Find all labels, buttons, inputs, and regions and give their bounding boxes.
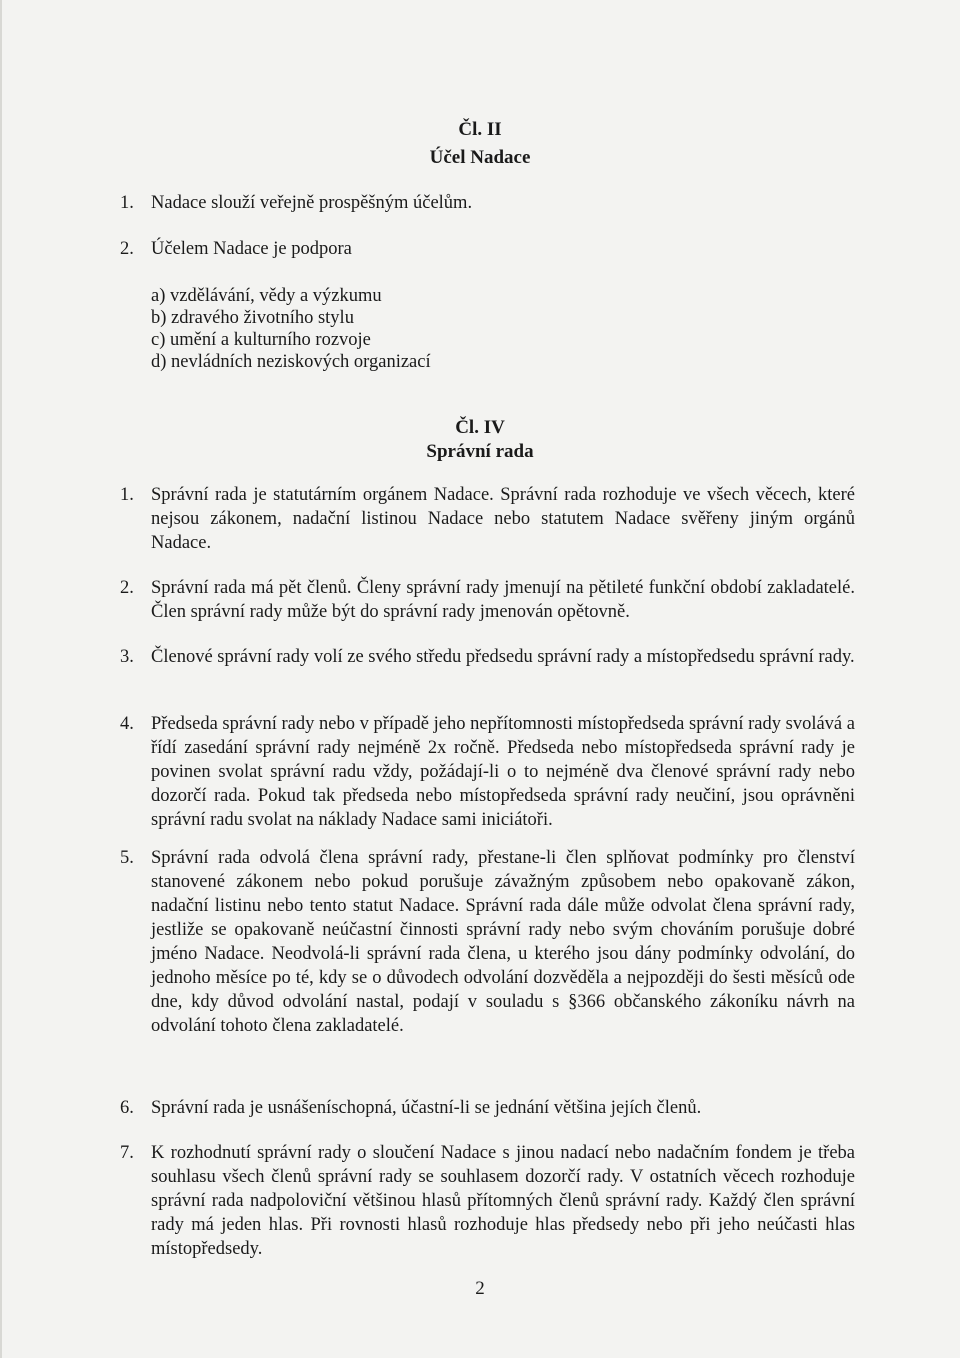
ucel-subitem-c: c) umění a kulturního rozvoje [151, 330, 371, 350]
ucel-item-2-number: 2. [120, 239, 134, 259]
ucel-item-1: Nadace slouží veřejně prospěšným účelům. [151, 193, 473, 213]
rada-item-6: 6. Správní rada je usnášeníschopná, účastní-li se jednání většina jejích členů. [120, 1098, 702, 1118]
ucel-subitem-b: b) zdravého životního stylu [151, 308, 354, 328]
section-title-rada: Správní rada [426, 441, 534, 462]
ucel-subitem-a: a) vzdělávání, vědy a výzkumu [151, 286, 382, 306]
section-number-ucel: Čl. II [458, 119, 502, 140]
section-title-ucel: Účel Nadace [429, 147, 531, 168]
rada-item-4: 4. Předseda správní rady nebo v případě jeho nepřítomnosti místopředseda správní rady svolává a řídí zasedání správní rady nejméně 2x ročně. Předseda nebo místopředseda správní rady je povinen svolat správní radu vždy, požádají-li o to nejméně dva členové správní rady nebo dozorčí rada. Pokud tak předseda nebo místopředseda správní rady neučiní, jsou oprávněni správní radu svolat na náklady Nadace sami iniciátoři. [120, 714, 855, 830]
rada-item-7: 7. K rozhodnutí správní rady o sloučení Nadace s jinou nadací nebo nadačním fondem je třeba souhlasu všech členů správní rady se souhlasem dozorčí rady. V ostatních věcech rozhoduje správní rada nadpoloviční většinou hlasů přítomných členů správní rady. Každý člen správní rady má jeden hlas. Při rovnosti hlasů rozhoduje hlas předsedy nebo při jeho neúčasti hlas místopředsedy. [120, 1143, 855, 1259]
section-number-rada: Čl. IV [455, 417, 505, 438]
ucel-item-1-number: 1. [120, 193, 134, 213]
page-edge [0, 0, 2, 1358]
rada-item-1: 1. Správní rada je statutárním orgánem Nadace. Správní rada rozhoduje ve všech věcech, které nejsou zákonem, nadační listinou Nadace nebo statutem Nadace svěřeny jiným orgánů Nadace. [120, 485, 855, 553]
ucel-item-2: Účelem Nadace je podpora [151, 239, 352, 259]
rada-item-2: 2. Správní rada má pět členů. Členy správní rady jmenují na pětileté funkční období zakladatelé. Člen správní rady může být do správní rady jmenován opětovně. [120, 578, 855, 622]
page-number: 2 [475, 1278, 485, 1299]
rada-item-3: 3. Členové správní rady volí ze svého středu předsedu správní rady a místopředsedu správní rady. [120, 647, 855, 667]
rada-item-5: 5. Správní rada odvolá člena správní rady, přestane-li člen splňovat podmínky pro členství stanovené zákonem nebo pokud porušuje závažným způsobem nebo opakovaně zákon, nadační listinu nebo tento statut Nadace. Správní rada dále může odvolat člena správní rady, jestliže se opakovaně neúčastní činnosti správní rady nebo svým chováním porušuje dobré jméno Nadace. Neodvolá-li správní rada člena, u kterého jsou dány podmínky odvolání, do jednoho měsíce po té, kdy se o důvodech odvolání dozvěděla a nejpozději do šesti měsíců ode dne, kdy důvod odvolání nastal, podají v souladu s §366 občanského zákoníku návrh na odvolání tohoto člena zakladatelé. [120, 848, 855, 1036]
ucel-subitem-d: d) nevládních neziskových organizací [151, 352, 431, 372]
